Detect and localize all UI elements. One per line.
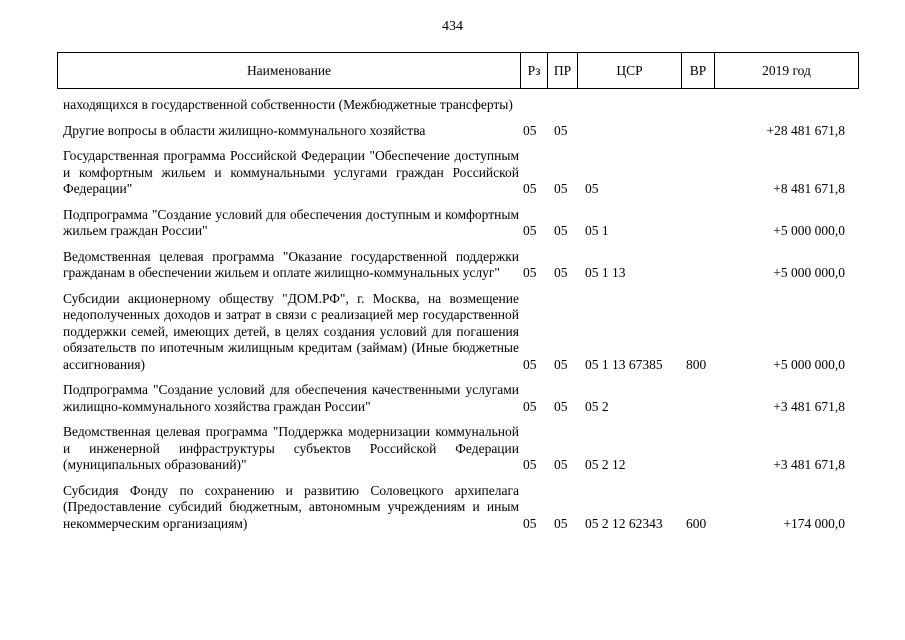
row-csr: 05 — [585, 181, 599, 196]
header-pr: ПР — [548, 53, 578, 88]
table-row — [63, 249, 853, 282]
row-pr: 05 — [554, 515, 568, 531]
row-name: Подпрограмма "Создание условий для обеспечения качественными услугами жилищно-коммунального хозяйства граждан России" — [63, 382, 519, 414]
row-name: Ведомственная целевая программа "Оказание государственной поддержки гражданам в обеспечении жильем и оплате жилищно-коммунальных услуг" — [63, 248, 519, 280]
row-rz: 05 — [523, 457, 537, 472]
header-year: 2019 год — [762, 62, 811, 78]
row-amount: +3 481 671,8 — [773, 398, 845, 414]
row-name: Ведомственная целевая программа "Поддержка модернизации коммунальной и инженерной инфраструктуры субъектов Российской Федерации (муниципальных образований)" — [63, 424, 519, 472]
row-amount: +5 000 000,0 — [773, 223, 845, 238]
row-csr: 05 2 12 — [585, 457, 626, 472]
row-amount: +8 481 671,8 — [773, 181, 845, 196]
row-name: Государственная программа Российской Федерации "Обеспечение доступным и комфортным жильем и коммунальными услугами граждан Российской Федерации" — [63, 148, 519, 196]
header-vr: ВР — [682, 53, 715, 88]
row-rz: 05 — [523, 265, 537, 280]
header-rz: Рз — [521, 53, 548, 88]
row-rz: 05 — [523, 122, 537, 138]
row-name: находящихся в государственной собственности (Межбюджетные трансферты) — [63, 97, 513, 112]
row-vr: 800 — [686, 356, 707, 372]
table-row — [63, 483, 853, 533]
row-pr: 05 — [554, 122, 568, 138]
row-csr: 05 1 13 — [585, 265, 626, 280]
row-amount: +3 481 671,8 — [773, 457, 845, 472]
row-csr: 05 2 — [585, 398, 609, 414]
row-rz: 05 — [523, 223, 537, 238]
row-name: Подпрограмма "Создание условий для обеспечения доступным и комфортным жильем граждан России" — [63, 206, 519, 238]
table-row — [63, 123, 853, 140]
table-body — [63, 97, 853, 541]
row-name: Другие вопросы в области жилищно-коммунального хозяйства — [63, 122, 426, 138]
table-row — [63, 291, 853, 374]
row-pr: 05 — [554, 265, 568, 280]
table-header — [57, 52, 859, 89]
row-pr: 05 — [554, 356, 568, 372]
page-number: 434 — [442, 19, 463, 34]
row-vr: 600 — [686, 515, 707, 531]
row-csr: 05 1 — [585, 223, 609, 238]
row-amount: +28 481 671,8 — [766, 122, 845, 138]
row-csr: 05 1 13 67385 — [585, 356, 663, 372]
row-csr: 05 2 12 62343 — [585, 515, 663, 531]
table-row — [63, 424, 853, 474]
table-row — [63, 97, 853, 114]
table-row — [63, 382, 853, 415]
row-rz: 05 — [523, 398, 537, 414]
row-name: Субсидии акционерному обществу "ДОМ.РФ", г. Москва, на возмещение недополученных доходов и затрат в связи с реализацией мер государственной поддержки семей, имеющих детей, в целях создания условий для погашения обязательств по ипотечным жилищным кредитам (займам) (Иные бюджетные ассигнования) — [63, 290, 519, 372]
row-rz: 05 — [523, 515, 537, 531]
row-amount: +5 000 000,0 — [773, 356, 845, 372]
row-name: Субсидия Фонду по сохранению и развитию Соловецкого архипелага (Предоставление субсидий бюджетным, автономным учреждениям и иным некоммерческим организациям) — [63, 482, 519, 531]
row-pr: 05 — [554, 223, 568, 238]
row-amount: +5 000 000,0 — [773, 265, 845, 280]
row-amount: +174 000,0 — [783, 515, 845, 531]
row-rz: 05 — [523, 181, 537, 196]
row-rz: 05 — [523, 356, 537, 372]
table-row — [63, 148, 853, 198]
header-name: Наименование — [58, 53, 521, 88]
row-pr: 05 — [554, 398, 568, 414]
row-pr: 05 — [554, 457, 568, 472]
row-pr: 05 — [554, 181, 568, 196]
table-row — [63, 207, 853, 240]
header-csr: ЦСР — [578, 53, 682, 88]
